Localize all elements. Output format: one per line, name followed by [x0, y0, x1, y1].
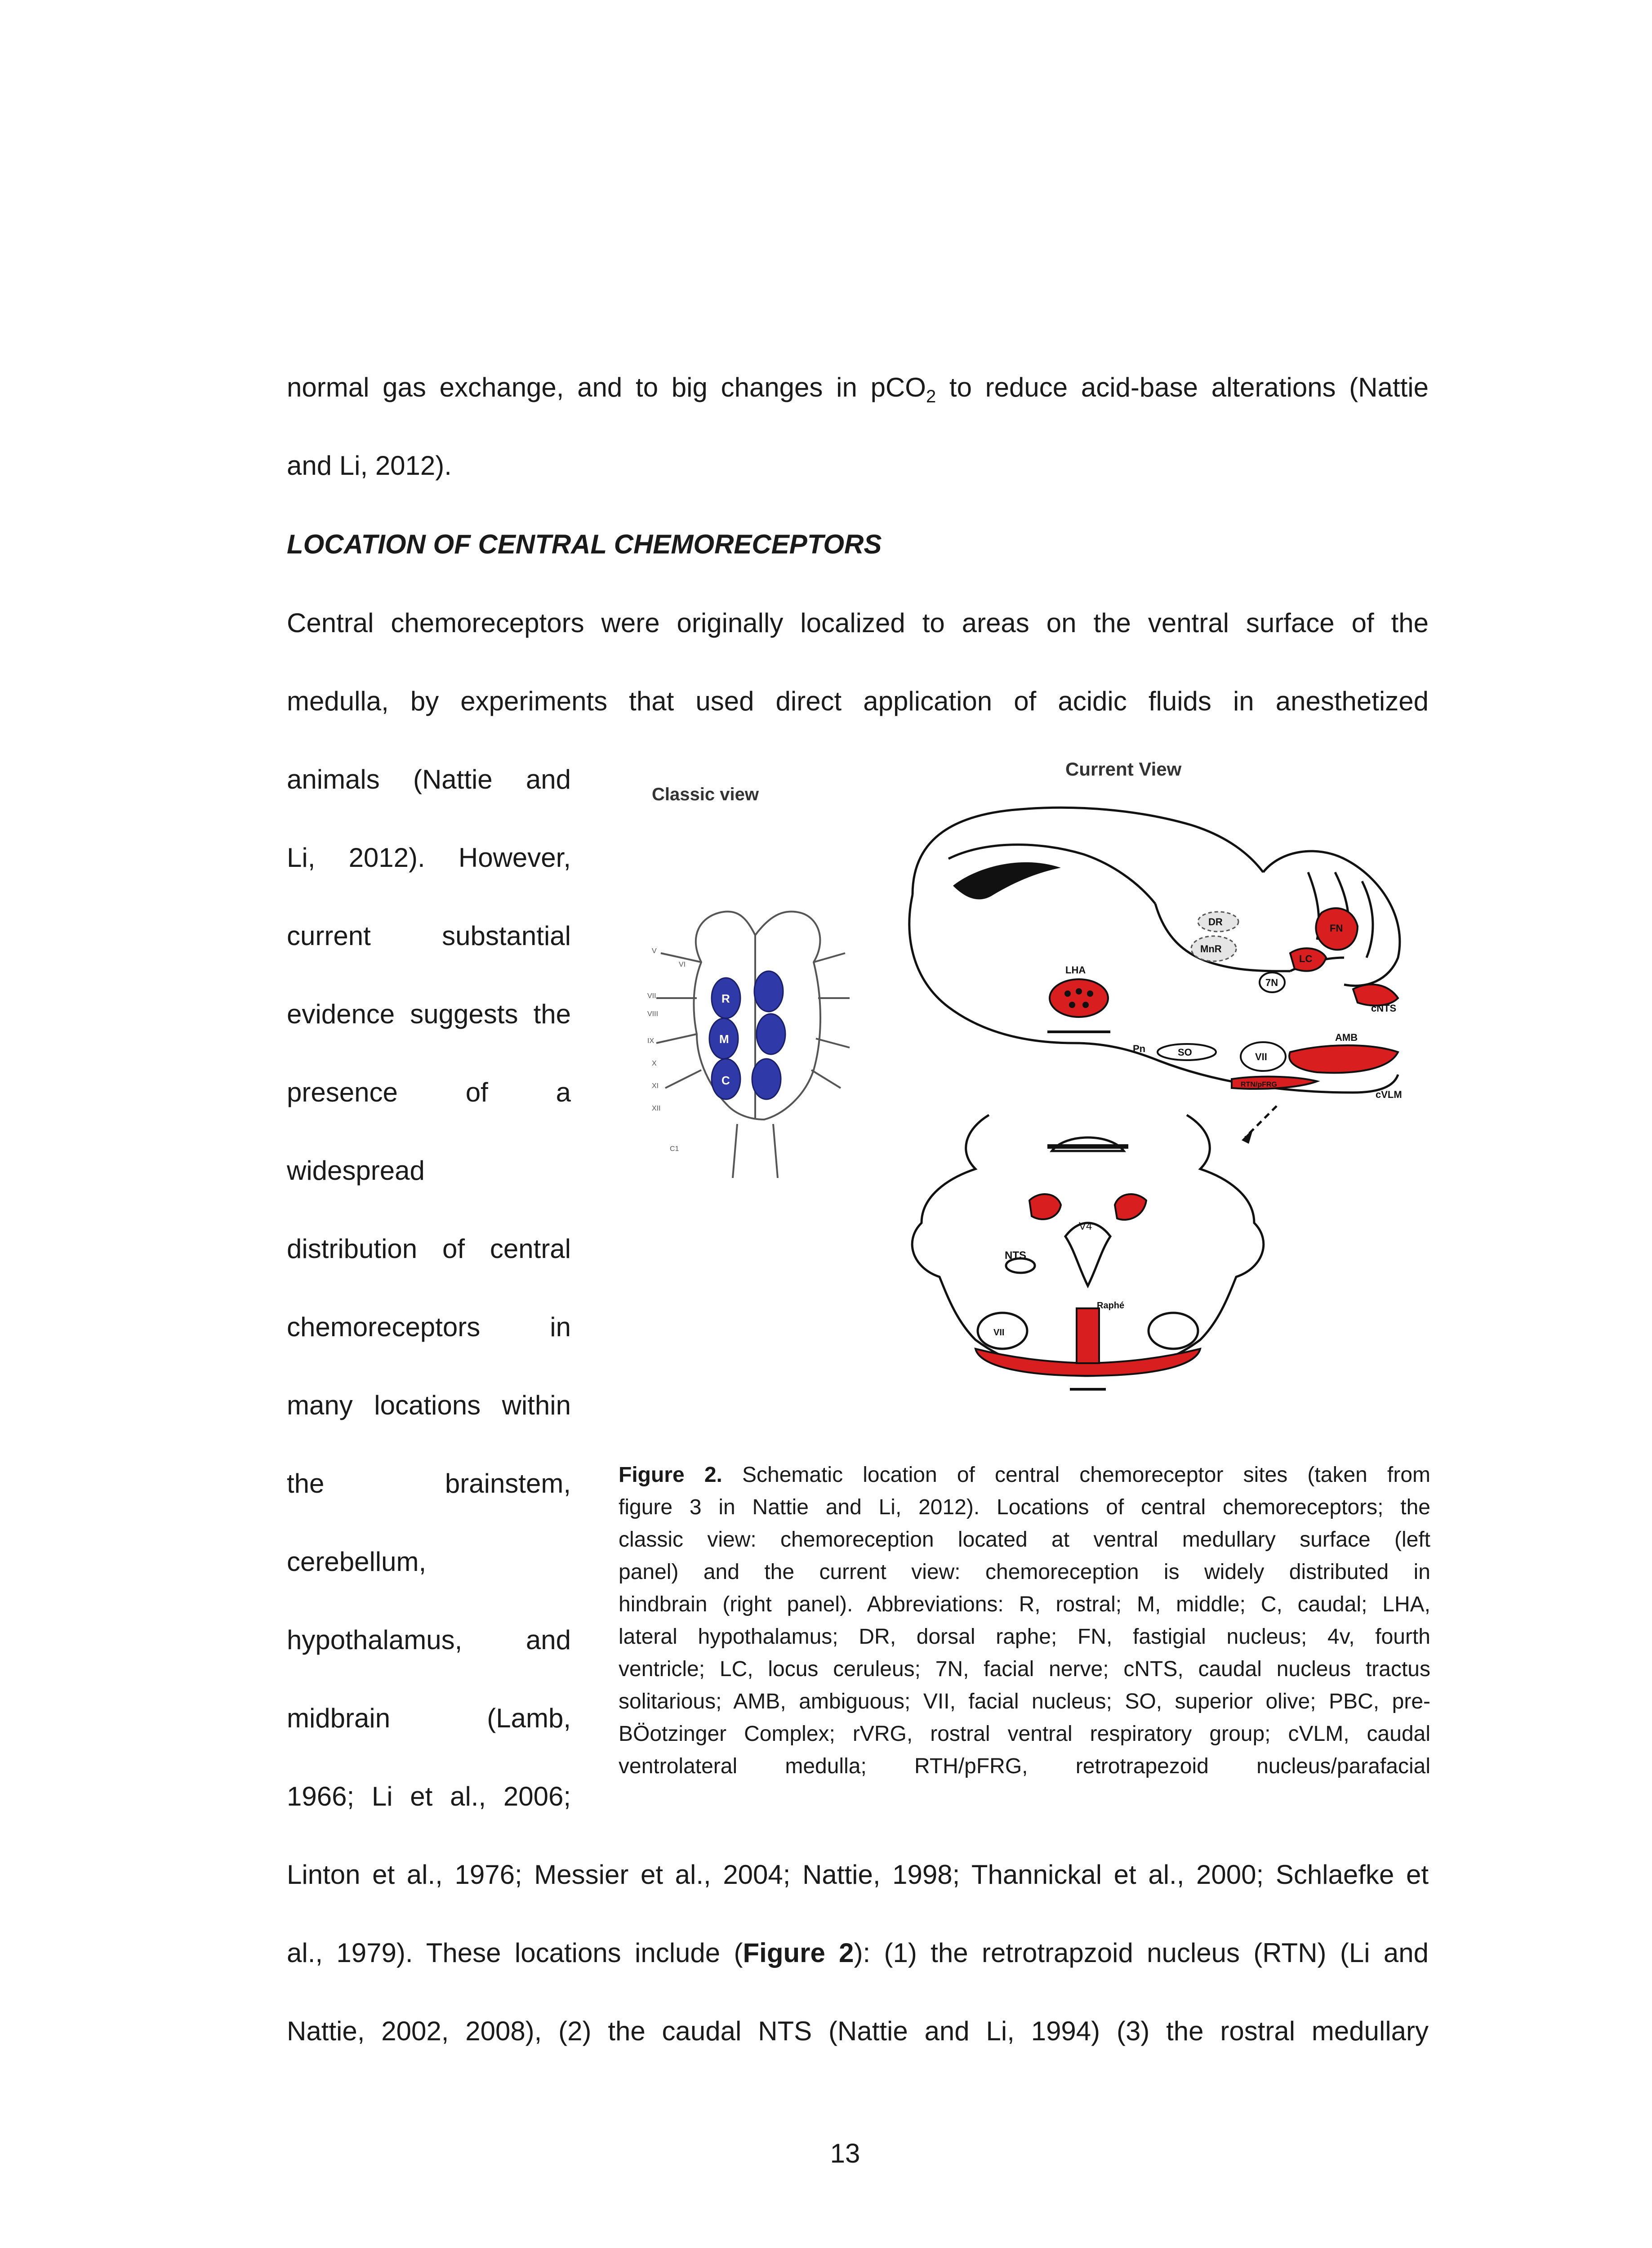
- label-cnts: cNTS: [1371, 1003, 1397, 1014]
- label-fn: FN: [1330, 923, 1343, 934]
- classic-label-vi: VI: [679, 961, 686, 968]
- label-cvlm: cVLM: [1376, 1089, 1402, 1100]
- intro-line-2: and Li, 2012).: [287, 450, 452, 481]
- intro-line-1-pre: normal gas exchange, and to big changes in pCO: [287, 372, 926, 402]
- intro-line-1-post: to reduce acid-base alterations (Nattie: [936, 372, 1429, 402]
- label-vii-coronal: VII: [993, 1328, 1005, 1338]
- label-amb: AMB: [1335, 1032, 1358, 1043]
- classic-marker-r-right: [754, 971, 783, 1012]
- classic-label-v: V: [652, 947, 657, 955]
- classic-label-c1: C1: [670, 1145, 679, 1153]
- page-number: 13: [830, 2138, 860, 2168]
- bottom-line-2-post: ): (1) the retrotrapzoid nucleus (RTN) (Li and: [854, 1938, 1429, 1968]
- caption-line-8: solitarious; AMB, ambiguous; VII, facial nucleus; SO, superior olive; PBC, pre-: [619, 1690, 1430, 1713]
- side-line-9: many locations within: [287, 1390, 571, 1420]
- bottom-line-3: Nattie, 2002, 2008), (2) the caudal NTS (Nattie and Li, 1994) (3) the rostral medullary: [287, 2016, 1429, 2046]
- side-line-8: chemoreceptors in: [287, 1312, 571, 1342]
- current-view-title: Current View: [1065, 758, 1182, 780]
- figure-2-drawing: [634, 746, 1438, 1421]
- side-line-2: Li, 2012). However,: [287, 843, 571, 873]
- caption-line-2: figure 3 in Nattie and Li, 2012). Locations of central chemoreceptors; the: [619, 1495, 1430, 1519]
- caption-line-9: BÖotzinger Complex; rVRG, rostral ventral respiratory group; cVLM, caudal: [619, 1722, 1430, 1746]
- coronal-red-left: [1029, 1194, 1061, 1219]
- classic-label-c: C: [721, 1074, 730, 1087]
- classic-label-x: X: [652, 1060, 657, 1067]
- side-line-4: evidence suggests the: [287, 999, 571, 1029]
- coronal-red-right: [1115, 1194, 1146, 1220]
- label-raphe: Raphé: [1097, 1301, 1125, 1311]
- label-pn: Pn: [1133, 1043, 1146, 1054]
- side-line-3: current substantial: [287, 921, 571, 951]
- side-line-14: 1966; Li et al., 2006;: [287, 1781, 571, 1811]
- side-line-5: presence of a: [287, 1077, 571, 1107]
- side-line-1: animals (Nattie and: [287, 764, 571, 794]
- classic-marker-m-right: [757, 1014, 785, 1054]
- bottom-line-2: [287, 1937, 1429, 1969]
- intro-subscript: 2: [926, 387, 936, 406]
- label-nts: NTS: [1005, 1249, 1026, 1262]
- amb-red-site: [1289, 1045, 1398, 1073]
- lha-red-site: [1050, 979, 1108, 1017]
- caption-line-6: lateral hypothalamus; DR, dorsal raphe; FN, fastigial nucleus; 4v, fourth: [619, 1625, 1430, 1649]
- label-so: SO: [1178, 1047, 1192, 1058]
- caption-line-5: hindbrain (right panel). Abbreviations: R, rostral; M, middle; C, caudal; LHA,: [619, 1592, 1430, 1616]
- side-line-13: midbrain (Lamb,: [287, 1703, 571, 1733]
- caption-line-10: ventrolateral medulla; RTH/pFRG, retrotrapezoid nucleus/parafacial: [619, 1754, 1430, 1778]
- figure-caption: [619, 1459, 1430, 1783]
- caption-line-3: classic view: chemoreception located at ventral medullary surface (left: [619, 1528, 1430, 1552]
- figure-2-image: [634, 746, 1438, 1421]
- lateral-ventricle-black: [953, 862, 1061, 900]
- label-dr: DR: [1208, 916, 1223, 928]
- classic-view-title: Classic view: [652, 785, 759, 804]
- caption-line-7: ventricle; LC, locus ceruleus; 7N, facial nerve; cNTS, caudal nucleus tractus: [619, 1657, 1430, 1681]
- intro-line-1: [287, 371, 1429, 413]
- caption-line-1: [619, 1459, 1430, 1491]
- label-mnr: MnR: [1200, 943, 1222, 955]
- label-v4: V4: [1079, 1220, 1092, 1232]
- side-line-7: distribution of central: [287, 1234, 571, 1264]
- bottom-line-2-pre: al., 1979). These locations include (: [287, 1938, 743, 1968]
- body-line-2: medulla, by experiments that used direct application of acidic fluids in anesthetized: [287, 686, 1429, 716]
- caption-line-4: panel) and the current view: chemoreception is widely distributed in: [619, 1560, 1430, 1584]
- classic-label-xi: XI: [652, 1082, 659, 1090]
- body-line-1: Central chemoreceptors were originally localized to areas on the ventral surface of the: [287, 608, 1429, 638]
- classic-label-viii: VIII: [647, 1010, 659, 1018]
- side-line-12: hypothalamus, and: [287, 1625, 571, 1655]
- section-heading: LOCATION OF CENTRAL CHEMORECEPTORS: [287, 529, 882, 559]
- bottom-line-1: Linton et al., 1976; Messier et al., 2004; Nattie, 1998; Thannickal et al., 2000; Schlaefke et: [287, 1860, 1429, 1890]
- classic-brainstem-drawing: [656, 911, 850, 1178]
- label-lha: LHA: [1065, 964, 1086, 976]
- side-line-6: widespread: [287, 1155, 425, 1186]
- label-lc: LC: [1299, 953, 1313, 964]
- classic-label-r: R: [721, 992, 730, 1005]
- label-7n: 7N: [1265, 977, 1278, 988]
- label-rtn: RTN/pFRG: [1241, 1081, 1277, 1088]
- raphe-red-site: [1077, 1308, 1099, 1363]
- classic-label-xii: XII: [652, 1105, 661, 1112]
- side-line-10: the brainstem,: [287, 1468, 571, 1499]
- classic-label-ix: IX: [647, 1037, 655, 1045]
- side-line-11: cerebellum,: [287, 1547, 427, 1577]
- caption-line-1-text: Schematic location of central chemoreceptor sites (taken from: [722, 1463, 1430, 1487]
- figure-2-reference: Figure 2: [743, 1938, 854, 1968]
- classic-label-vii: VII: [647, 992, 656, 1000]
- label-vii: VII: [1255, 1051, 1267, 1062]
- classic-label-m: M: [719, 1032, 729, 1046]
- caption-label: Figure 2.: [619, 1463, 722, 1487]
- current-red-sites: [1050, 908, 1398, 1089]
- classic-marker-c-right: [752, 1059, 781, 1099]
